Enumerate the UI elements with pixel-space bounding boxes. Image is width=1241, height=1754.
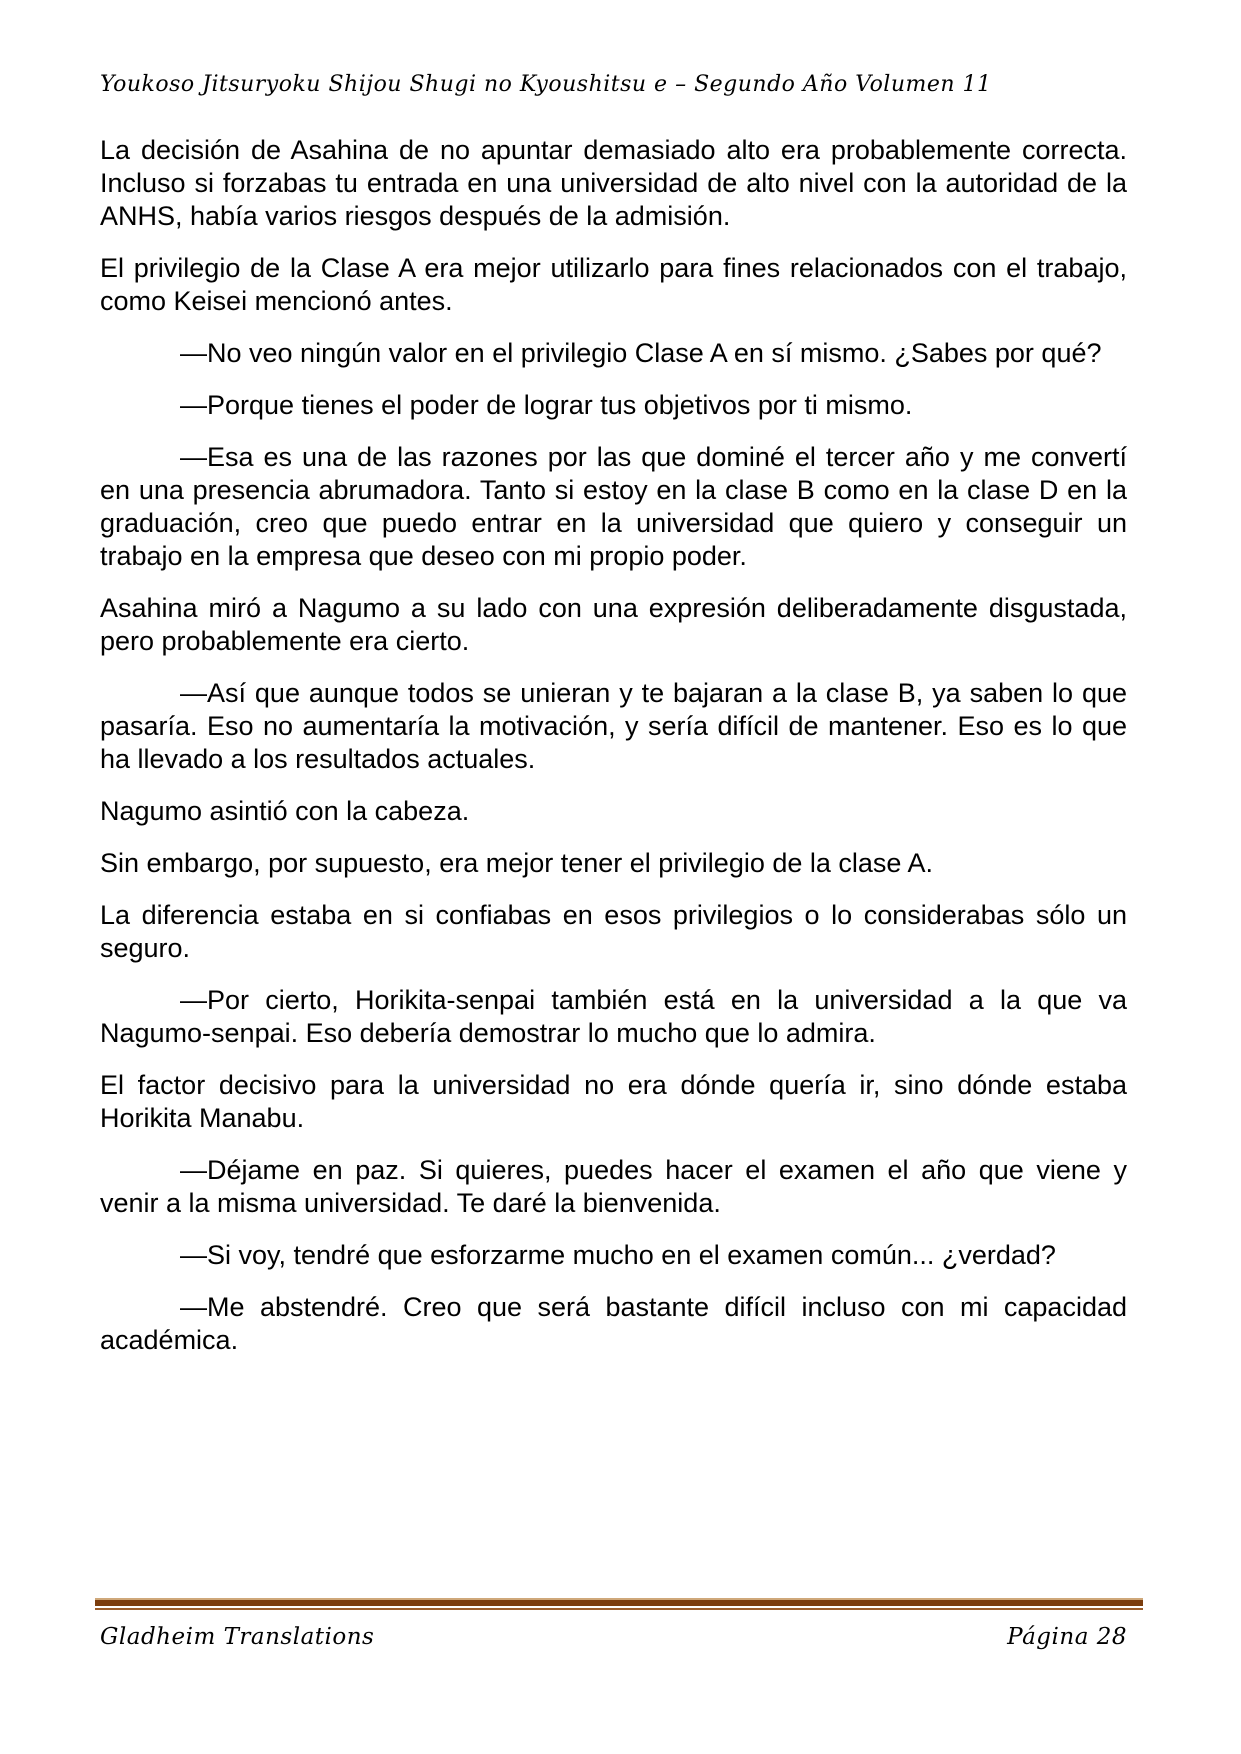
dialogue-paragraph: —Así que aunque todos se unieran y te bajaran a la clase B, ya saben lo que pasaría. Eso no aumentaría la motivación, y sería difícil de mantener. Eso es lo que ha llevado a los resultados actuales. — [100, 678, 1127, 774]
paragraph: La diferencia estaba en si confiabas en esos privilegios o lo considerabas sólo un seguro. — [100, 900, 1127, 963]
paragraph: Nagumo asintió con la cabeza. — [100, 796, 470, 826]
paragraph: El factor decisivo para la universidad no era dónde quería ir, sino dónde estaba Horikita Manabu. — [100, 1070, 1127, 1133]
footer-rule — [95, 1598, 1143, 1610]
paragraph: Sin embargo, por supuesto, era mejor tener el privilegio de la clase A. — [100, 848, 933, 878]
dialogue-paragraph: —Me abstendré. Creo que será bastante difícil incluso con mi capacidad académica. — [100, 1292, 1127, 1355]
dialogue-paragraph: —Déjame en paz. Si quieres, puedes hacer el examen el año que viene y venir a la misma universidad. Te daré la bienvenida. — [100, 1155, 1127, 1218]
footer-page-number: Página 28 — [1007, 1624, 1127, 1650]
paragraph: La decisión de Asahina de no apuntar demasiado alto era probablemente correcta. Incluso si forzabas tu entrada en una universidad de alto nivel con la autoridad de la ANHS, había varios riesgos después de la admisión. — [100, 135, 1127, 231]
page-footer — [100, 1624, 1127, 1650]
dialogue-paragraph: —Esa es una de las razones por las que dominé el tercer año y me convertí en una presencia abrumadora. Tanto si estoy en la clase B como en la clase D en la graduación, creo que puedo entrar en la universidad que quiero y conseguir un trabajo en la empresa que deseo con mi propio poder. — [100, 442, 1127, 571]
footer-rule-thin — [95, 1608, 1143, 1610]
paragraph: El privilegio de la Clase A era mejor utilizarlo para fines relacionados con el trabajo, como Keisei mencionó antes. — [100, 253, 1127, 316]
dialogue-paragraph: —Si voy, tendré que esforzarme mucho en el examen común... ¿verdad? — [180, 1240, 1056, 1270]
paragraph: Asahina miró a Nagumo a su lado con una expresión deliberadamente disgustada, pero probablemente era cierto. — [100, 593, 1127, 656]
document-body — [100, 134, 1127, 1376]
footer-translator: Gladheim Translations — [100, 1624, 375, 1650]
dialogue-paragraph: —Porque tienes el poder de lograr tus objetivos por ti mismo. — [180, 390, 913, 420]
dialogue-paragraph: —No veo ningún valor en el privilegio Clase A en sí mismo. ¿Sabes por qué? — [180, 338, 1102, 368]
dialogue-paragraph: —Por cierto, Horikita-senpai también está en la universidad a la que va Nagumo-senpai. Eso debería demostrar lo mucho que lo admira. — [100, 985, 1127, 1048]
header-title: Youkoso Jitsuryoku Shijou Shugi no Kyoushitsu e – Segundo Año Volumen 11 — [100, 72, 992, 97]
page-header — [100, 72, 1127, 97]
